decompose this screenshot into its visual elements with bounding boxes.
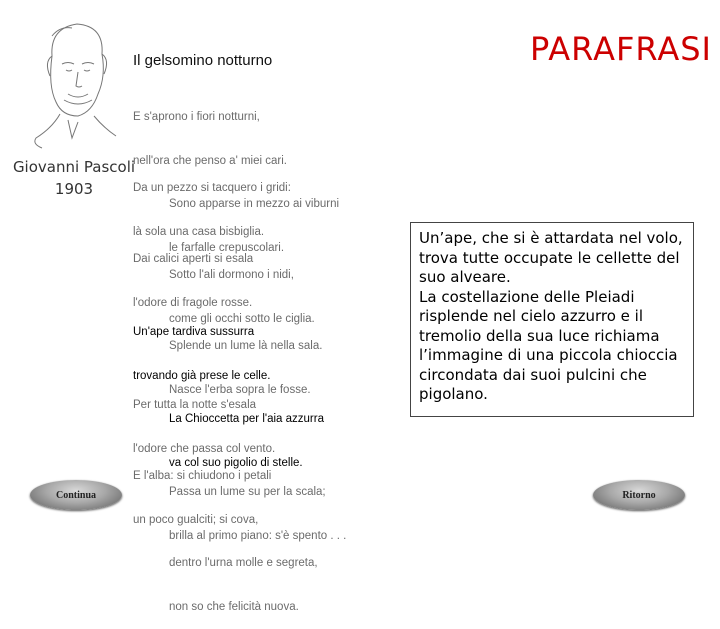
stanza-line: le farfalle crepuscolari. (169, 241, 285, 254)
author-info (4, 156, 144, 200)
stanza-line: non so che felicità nuova. (169, 600, 299, 613)
author-name: Giovanni Pascoli (12, 158, 136, 176)
parafrasi-paragraph: La costellazione delle Pleiadi risplende nel cielo azzurro e il tremolio della sua luce richiama l’immagine di una piccola chioccia circondata dai suoi pulcini che pigolano. (419, 287, 678, 403)
ritorno-button[interactable] (593, 480, 685, 510)
stanza-line: E l'alba: si chiudono i petali (133, 470, 272, 482)
stanza-line: come gli occhi sotto le ciglia. (169, 312, 315, 325)
stanza-line: Sotto l'ali dormono i nidi, (169, 269, 294, 281)
parafrasi-box (410, 222, 694, 417)
stanza-line: Splende un lume là nella sala. (169, 340, 323, 352)
stanza-line: Per tutta la notte s'esala (133, 399, 257, 411)
parafrasi-heading: PARAFRASI (530, 30, 712, 68)
stanza-line: un poco gualciti; si cova, (133, 513, 259, 526)
parafrasi-paragraph: Un’ape, che si è attardata nel volo, trova tutte occupate le cellette del suo alveare. (419, 229, 683, 286)
continua-button-label: Continua (55, 489, 96, 501)
stanza-line: dentro l'urna molle e segreta, (169, 557, 318, 569)
stanza-6 (133, 440, 318, 629)
stanza-line: là sola una casa bisbiglia. (133, 225, 265, 238)
stanza-line: trovando già prese le celle. (133, 369, 271, 382)
stanza-line: va col suo pigolio di stelle. (169, 456, 303, 469)
stanza-line: Nasce l'erba sopra le fosse. (169, 383, 311, 396)
stanza-line: l'odore che passa col vento. (133, 442, 276, 455)
stanza-line: La Chioccetta per l'aia azzurra (169, 413, 324, 425)
pascoli-portrait-image (22, 16, 122, 151)
poem-title: Il gelsomino notturno (133, 52, 273, 69)
stanza-line: l'odore di fragole rosse. (133, 296, 253, 309)
stanza-line: Passa un lume su per la scala; (169, 486, 326, 498)
stanza-line: E s'aprono i fiori notturni, (133, 111, 260, 123)
stanza-line: Un'ape tardiva sussurra (133, 326, 255, 338)
stanza-line: nell'ora che penso a' miei cari. (133, 154, 287, 167)
stanza-line: Sono apparse in mezzo ai viburni (169, 198, 340, 210)
author-year: 1903 (54, 180, 94, 198)
ritorno-button-label: Ritorno (622, 489, 656, 501)
stanza-line: Da un pezzo si tacquero i gridi: (133, 182, 291, 194)
stanza-line: brilla al primo piano: s'è spento . . . (169, 529, 347, 542)
stanza-line: Dai calici aperti si esala (133, 253, 254, 265)
continua-button[interactable] (30, 480, 122, 510)
